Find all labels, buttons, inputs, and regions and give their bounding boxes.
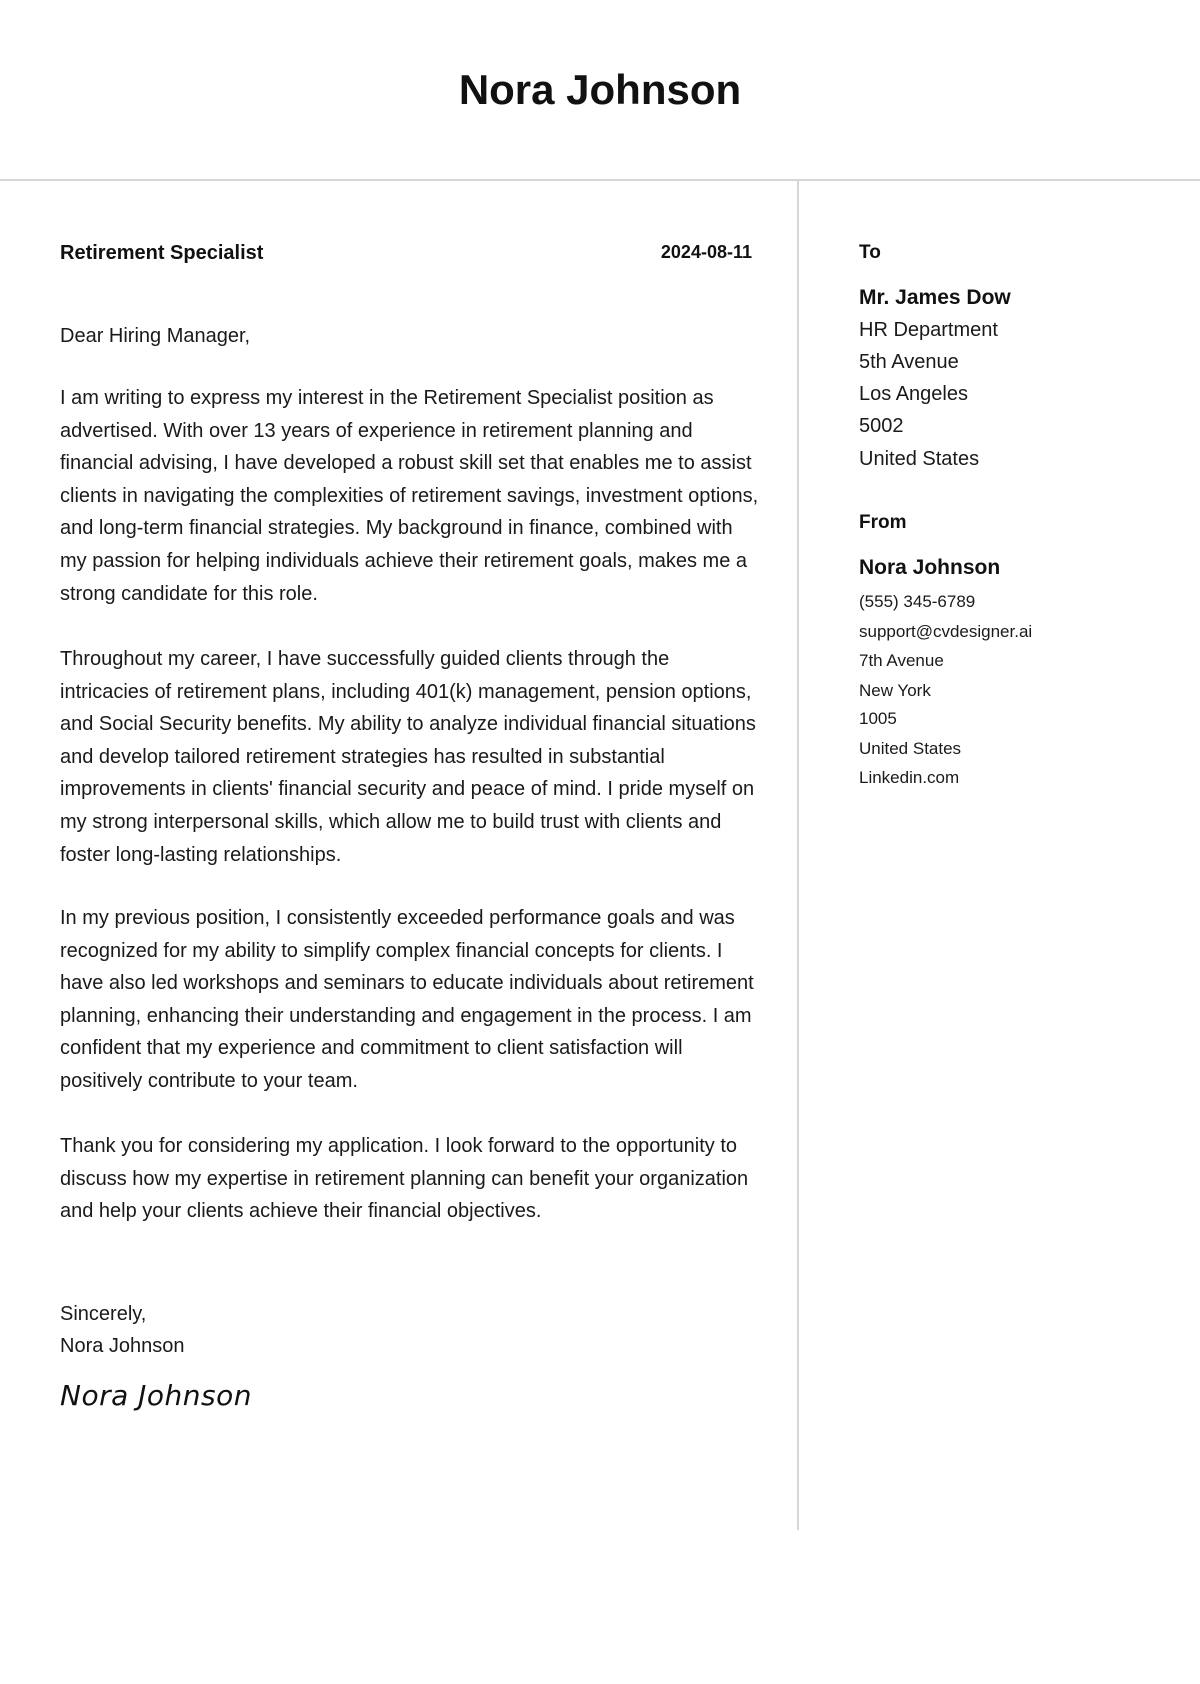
signature: Nora Johnson	[60, 1379, 252, 1412]
letter-date: 2024-08-11	[660, 242, 752, 262]
recipient-line-street: 5th Avenue	[859, 351, 959, 373]
closing-name: Nora Johnson	[60, 1335, 185, 1357]
sender-label: From	[859, 512, 907, 533]
sender-line-street: 7th Avenue	[859, 651, 944, 670]
sender-name: Nora Johnson	[859, 556, 1001, 579]
recipient-line-department: HR Department	[859, 319, 998, 341]
salutation: Dear Hiring Manager,	[60, 325, 251, 347]
closing-phrase: Sincerely,	[60, 1303, 147, 1325]
job-title: Retirement Specialist	[60, 242, 264, 264]
applicant-name-heading: Nora Johnson	[458, 66, 742, 113]
sender-line-city: New York	[859, 681, 931, 700]
letter-body	[60, 238, 759, 1412]
body-paragraph-2: Throughout my career, I have successfully guided clients through the intricacies of retirement plans, including 401(k) management, pension options, and Social Security benefits. My ability to analyze individual financial situations and develop tailored retirement strategies has resulted in substantial improvements in clients' financial security and peace of mind. I pride myself on my strong interpersonal skills, which allow me to build trust with clients and foster long-lasting relationships.	[60, 648, 756, 866]
sender-line-postal: 1005	[859, 709, 897, 728]
letter-header	[0, 0, 1200, 181]
sender-line-phone: (555) 345-6789	[859, 592, 976, 611]
body-paragraph-4: Thank you for considering my application. I look forward to the opportunity to discuss how my expertise in retirement planning can benefit your organization and help your clients achieve their financial objectives.	[60, 1135, 749, 1223]
letter-meta-row	[60, 238, 752, 272]
recipient-name: Mr. James Dow	[859, 286, 1011, 309]
recipient-line-postal: 5002	[859, 415, 904, 437]
recipient-label: To	[859, 242, 881, 263]
column-divider	[797, 180, 799, 1530]
sender-line-email: support@cvdesigner.ai	[859, 622, 1033, 641]
body-paragraph-1: I am writing to express my interest in the Retirement Specialist position as advertised. With over 13 years of experience in retirement planning and financial advising, I have developed a robust skill set that enables me to assist clients in navigating the complexities of retirement savings, investment options, and long-term financial strategies. My background in finance, combined with my passion for helping individuals achieve their retirement goals, makes me a strong candidate for this role.	[60, 387, 759, 605]
recipient-line-country: United States	[859, 448, 980, 470]
sender-line-country: United States	[859, 739, 962, 758]
recipient-line-city: Los Angeles	[859, 383, 968, 405]
sender-line-website: Linkedin.com	[859, 768, 960, 787]
body-paragraph-3: In my previous position, I consistently exceeded performance goals and was recognized for my ability to simplify complex financial concepts for clients. I have also led workshops and seminars to educate individuals about retirement planning, enhancing their understanding and engagement in the process. I am confident that my experience and commitment to client satisfaction will positively contribute to your team.	[60, 907, 754, 1092]
